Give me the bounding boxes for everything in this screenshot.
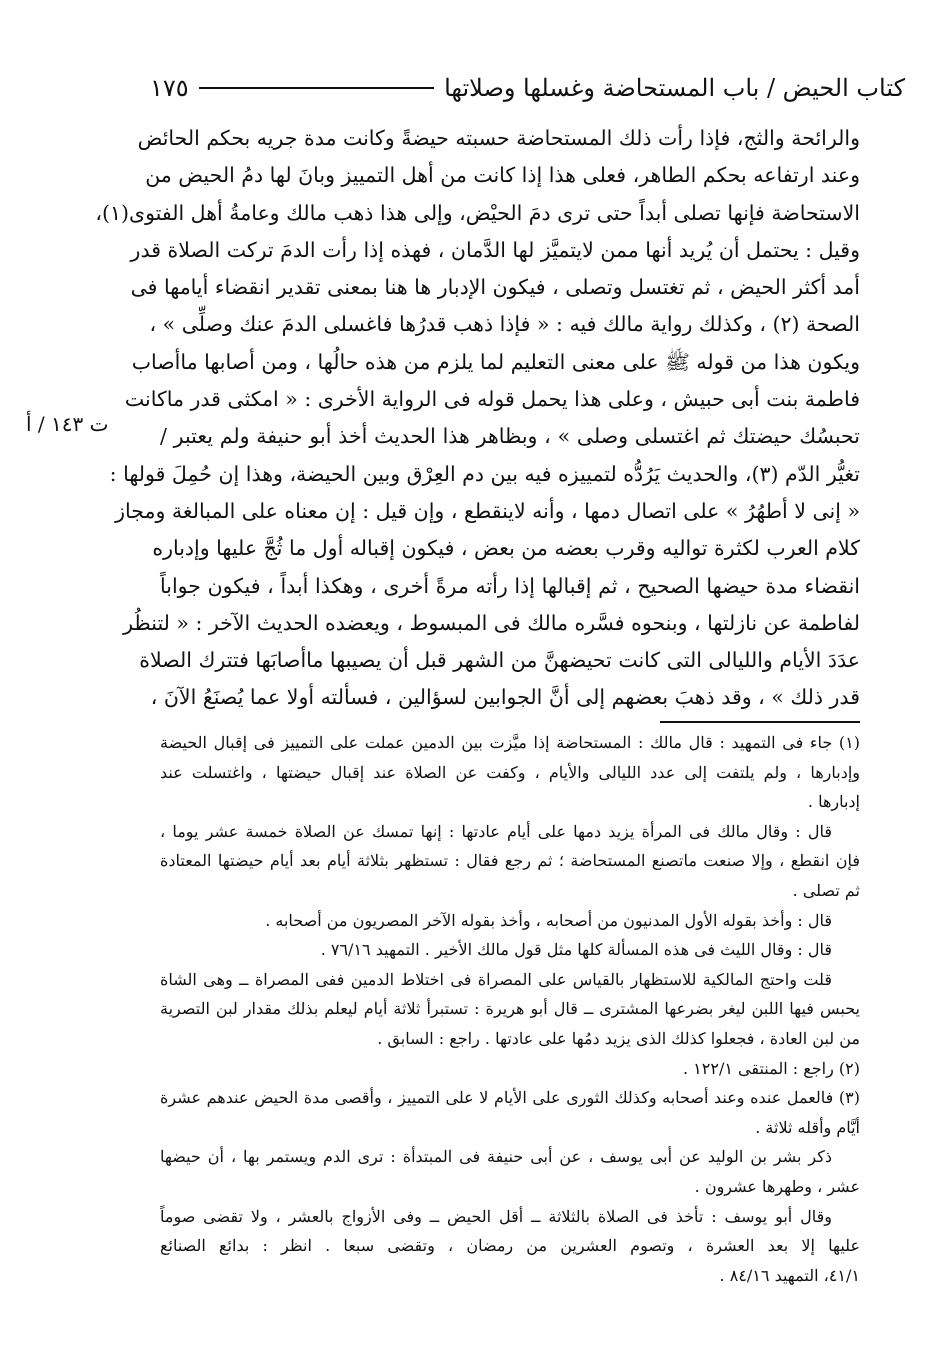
footnote-line: إدبارها .: [807, 792, 860, 812]
footnote-line: وإدبارها ، ولم يلتفت إلى عدد الليالى والأيام ، وكفت عن الصلاة عند إقبال حيضتها ، واغتسلت عند: [160, 762, 861, 782]
footnote-line: عليها إلا بعد العشرة ، وتصوم العشرين من رمضان ، وتقضى سبعا . انظر : بدائع الصنائع: [160, 1236, 860, 1256]
footnote-line: وقال أبو يوسف : تأخذ فى الصلاة بالثلاثة ــ أقل الحيض ــ وفى الأزواج بالعشر ، ولا تقضى صوماً: [160, 1206, 832, 1226]
text-line: انقضاء مدة حيضها الصحيح ، ثم إقبالها إذا رأته مرةً أخرى ، وهكذا أبداً ، فيكون جواباً: [160, 573, 860, 598]
footnote-line: قلت واحتج المالكية للاستظهار بالقياس على المصراة فى اختلاط الدمين ففى المصراة ــ وهى الشاة: [160, 969, 833, 989]
footnote-line: يحبس فيها اللبن ليغر بضرعها المشترى ــ قال أبو هريرة : تستبرأ ثلاثة أيام ليعلم بذلك مقدار لبن التصرية: [160, 999, 860, 1019]
running-header: [150, 70, 905, 106]
text-line: كلام العرب لكثرة تواليه وقرب بعضه من بعض ، فيكون إقباله أول ما ثُجَّ عليها وإدباره: [152, 536, 860, 561]
text-line: عدَدَ الأيام والليالى التى كانت تحيضهنَّ من الشهر قبل أن يصيبها ماأصابَها فتترك الصلاة: [139, 648, 860, 673]
text-line: وعند ارتفاعه بحكم الطاهر، فعلى هذا إذا كانت من أهل التمييز وبانَ لها دمُ الحيض من: [145, 163, 860, 188]
text-line: الصحة (٢) ، وكذلك رواية مالك فيه : « فإذا ذهب قدرُها فاغسلى الدمَ عنك وصلِّى » ،: [149, 312, 860, 337]
footnote-line: قال : وقال الليث فى هذه المسألة كلها مثل قول مالك الأخير . التمهيد ٧٦/١٦ .: [320, 940, 832, 960]
chapter-title: كتاب الحيض / باب المستحاضة وغسلها وصلاتها: [444, 74, 905, 102]
footnote-line: (٢) راجع : المنتقى ١٢٢/١ .: [683, 1058, 860, 1078]
footnote-line: قال : وقال مالك فى المرأة يزيد دمها على أيام عادتها : إنها تمسك عن الصلاة خمسة عشر يوما ،: [160, 821, 832, 841]
text-line: تغيُّر الدّم (٣)، والحديث يَرُدُّه لتمييزه فيه بين دم العِرْق وبين الحيضة، وهذا إن حُمِلَ قولها :: [109, 461, 860, 486]
footnote-line: ذكر بشر بن الوليد عن أبى يوسف ، عن أبى حنيفة فى المبتدأة : ترى الدم ويستمر بها ، أن حيضها: [160, 1147, 832, 1167]
footnote-line: قال : وأخذ بقوله الأول المدنيون من أصحابه ، وأخذ بقوله الآخر المصريون من أصحابه .: [265, 910, 832, 930]
footnotes: [160, 728, 860, 1290]
header-rule: [199, 87, 434, 89]
text-line: فاطمة بنت أبى حبيش ، وعلى هذا يحمل قوله فى الرواية الأخرى : « امكثى قدر ماكانت: [124, 387, 860, 412]
footnote-line: أيَّام وأقله ثلاثة .: [755, 1117, 860, 1137]
footnote-line: ثم تصلى .: [792, 880, 860, 900]
text-line: والرائحة والثج، فإذا رأت ذلك المستحاضة حسبته حيضةً وكانت مدة جريه بحكم الحائض: [137, 126, 860, 150]
footnote-separator: [660, 721, 860, 723]
text-line: ويكون هذا من قوله ﷺ على معنى التعليم لما يلزم من هذه حالُها ، ومن أصابها ماأصاب: [131, 349, 860, 374]
text-line: أمد أكثر الحيض ، ثم تغتسل وتصلى ، فيكون الإدبار ها هنا بمعنى تقدير انقضاء أيامها فى: [130, 275, 860, 300]
text-line: الاستحاضة فإنها تصلى أبداً حتى ترى دمَ الحيْض، وإلى هذا ذهب مالك وعامةُ أهل الفتوى(١)،: [95, 200, 860, 225]
footnote-line: من لبن العادة ، فجعلوا كذلك الذى يزيد دمُها على عادتها . راجع : السابق .: [377, 1028, 860, 1048]
footnote-line: (٣) فالعمل عنده وعند أصحابه وكذلك الثورى على الأيام لا على التمييز ، وأقصى مدة الحيض عندهم عشرة: [160, 1088, 860, 1108]
footnote-line: عشر ، وطهرها عشرون .: [694, 1176, 860, 1196]
text-line: لفاطمة عن نازلتها ، وبنحوه فسَّره مالك فى المبسوط ، ويعضده الحديث الآخر : « لتنظُر: [123, 610, 860, 635]
text-line: وقيل : يحتمل أن يُريد أنها ممن لايتميَّز لها الدَّمان ، فهذه إذا رأت الدمَ تركت الصلاة قدر: [130, 237, 860, 262]
text-line: تحبسُك حيضتك ثم اغتسلى وصلى » ، وبظاهر هذا الحديث أخذ أبو حنيفة ولم يعتبر /: [160, 424, 860, 449]
manuscript-folio-note: ت ١٤٣ / أ: [26, 412, 109, 436]
footnote-line: ٤١/١، التمهيد ٨٤/١٦ .: [719, 1265, 860, 1285]
footnote-line: (١) جاء فى التمهيد : قال مالك : المستحاضة إذا ميَّزت بين الدمين عملت على التمييز فى إقبال الحيضة: [160, 733, 860, 752]
text-line: قدر ذلك » ، وقد ذهبَ بعضهم إلى أنَّ الجوابين لسؤالين ، فسألته أولا عما يُصنَعُ الآنَ ،: [150, 685, 860, 710]
page-number: ١٧٥: [150, 74, 189, 102]
footnote-line: فإن انقطع ، وإلا صنعت ماتصنع المستحاضة ؛ ثم رجع فقال : تستظهر بثلاثة أيام بعد أيام حيضتها المعتادة: [160, 851, 860, 871]
main-text: [95, 120, 860, 717]
text-line: « إنى لا أطهُرُ » على اتصال دمها ، وأنه لاينقطع ، وإن قيل : إن معناه على المبالغة ومجاز: [115, 498, 860, 523]
